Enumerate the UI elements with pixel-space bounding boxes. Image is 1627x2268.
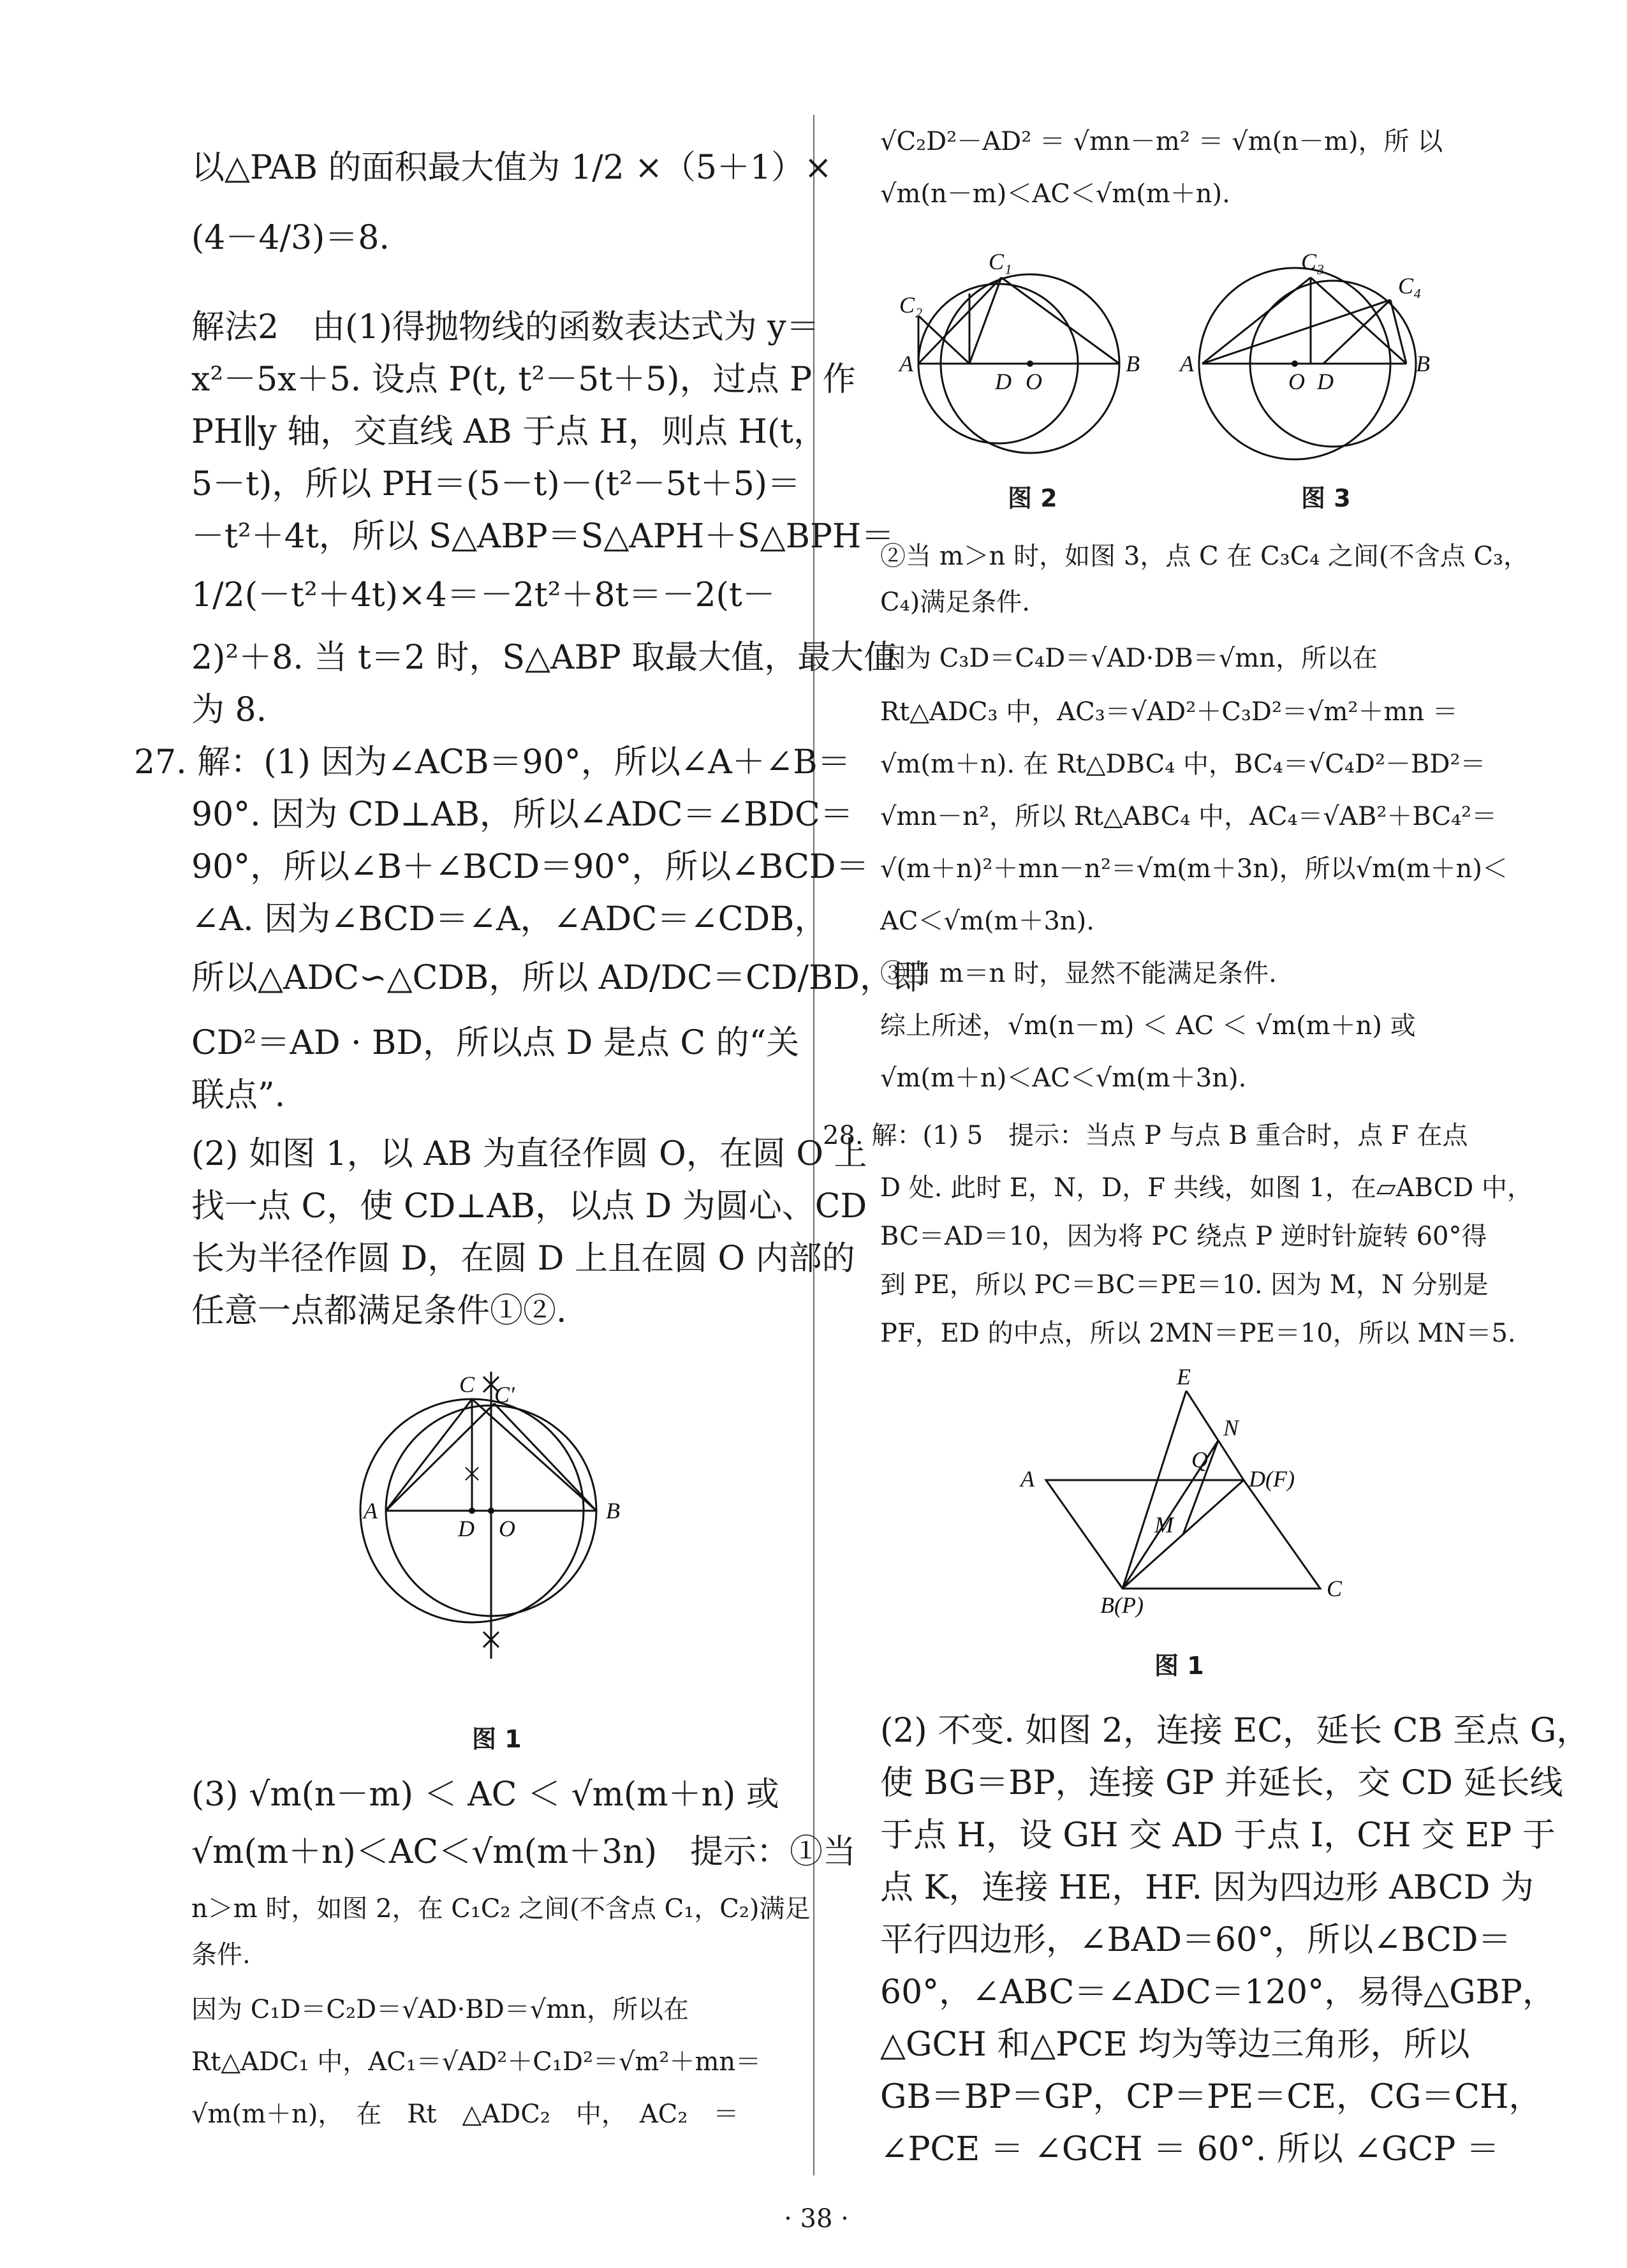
label-N: N bbox=[1223, 1415, 1239, 1441]
text-line: √m(m＋n). 在 Rt△DBC₄ 中，BC₄＝√C₄D²－BD²＝ bbox=[880, 750, 1486, 779]
text-line: 90°，所以∠B＋∠BCD＝90°，所以∠BCD＝ bbox=[191, 848, 869, 886]
figure-2 bbox=[899, 230, 1167, 459]
text-line: 使 BG＝BP，连接 GP 并延长，交 CD 延长线 bbox=[880, 1764, 1563, 1802]
figure-3 bbox=[1180, 230, 1492, 459]
figure-1-caption-right: 图 1 bbox=[1154, 1652, 1204, 1680]
text-line: 综上所述，√m(n－m) ＜ AC ＜ √m(m＋n) 或 bbox=[880, 1011, 1416, 1041]
text-line: PF，ED 的中点，所以 2MN＝PE＝10，所以 MN＝5. bbox=[880, 1319, 1516, 1348]
label-D: D bbox=[995, 369, 1012, 394]
text-line: √m(m＋n)＜AC＜√m(m＋3n). bbox=[880, 1064, 1247, 1093]
label-C-prime: C′ bbox=[494, 1382, 515, 1407]
text-line: x²－5x＋5. 设点 P(t, t²－5t＋5)，过点 P 作 bbox=[191, 360, 856, 399]
label-M: M bbox=[1154, 1512, 1174, 1538]
text-line: 解法2 由(1)得抛物线的函数表达式为 y＝ bbox=[191, 308, 820, 346]
text-line: ②当 m＞n 时，如图 3，点 C 在 C₃C₄ 之间(不含点 C₃， bbox=[880, 542, 1529, 571]
text-line: CD²＝AD · BD，所以点 D 是点 C 的“关 bbox=[191, 1024, 800, 1062]
text-line: △GCH 和△PCE 均为等边三角形，所以 bbox=[880, 2026, 1470, 2064]
text-line: 点 K，连接 HE，HF. 因为四边形 ABCD 为 bbox=[880, 1869, 1534, 1907]
label-DF: D(F) bbox=[1249, 1466, 1295, 1492]
text-line: C₄)满足条件. bbox=[880, 588, 1030, 617]
label-D: D bbox=[1317, 369, 1334, 394]
label-Q: Q bbox=[1191, 1447, 1208, 1472]
label-B: B bbox=[1126, 351, 1140, 376]
text-line: GB＝BP＝GP，CP＝PE＝CE，CG＝CH， bbox=[880, 2078, 1542, 2116]
text-line: √C₂D²－AD² ＝ √mn－m² ＝ √m(n－m)，所 以 bbox=[880, 127, 1443, 156]
text-line: 于点 H，设 GH 交 AD 于点 I，CH 交 EP 于 bbox=[880, 1816, 1556, 1855]
text-line: 1/2(－t²＋4t)×4＝－2t²＋8t＝－2(t－ bbox=[191, 576, 776, 614]
label-C: C bbox=[459, 1372, 475, 1397]
page-number: · 38 · bbox=[784, 2204, 849, 2234]
text-line: √m(n－m)＜AC＜√m(m＋n). bbox=[880, 179, 1230, 209]
text-line: (2) 如图 1，以 AB 为直径作圆 O，在圆 O 上 bbox=[191, 1135, 867, 1173]
label-A: A bbox=[899, 351, 913, 376]
label-C: C bbox=[1327, 1576, 1343, 1601]
figure-1-caption: 图 1 bbox=[472, 1725, 522, 1753]
text-line: 为 8. bbox=[191, 691, 267, 729]
text-line: ∠A. 因为∠BCD＝∠A，∠ADC＝∠CDB， bbox=[191, 900, 828, 938]
text-line: AC＜√m(m＋3n). bbox=[880, 907, 1094, 936]
text-line: Rt△ADC₁ 中，AC₁＝√AD²＋C₁D²＝√m²＋mn＝ bbox=[191, 2047, 762, 2077]
text-line: 所以△ADC∽△CDB，所以 AD/DC＝CD/BD，即 bbox=[191, 959, 926, 997]
figure-3-caption: 图 3 bbox=[1301, 484, 1351, 512]
label-C2: C₂ bbox=[899, 292, 923, 318]
text-line: (4－4/3)＝8. bbox=[191, 219, 390, 257]
label-E: E bbox=[1177, 1364, 1191, 1390]
text-line: Rt△ADC₃ 中，AC₃＝√AD²＋C₃D²＝√m²＋mn ＝ bbox=[880, 697, 1458, 727]
figure-2-caption: 图 2 bbox=[1008, 484, 1057, 512]
label-O: O bbox=[1026, 369, 1042, 394]
text-line: √m(m＋n)， 在 Rt △ADC₂ 中， AC₂ ＝ bbox=[191, 2100, 739, 2129]
text-line: 长为半径作圆 D，在圆 D 上且在圆 O 内部的 bbox=[191, 1240, 855, 1278]
text-line: 因为 C₃D＝C₄D＝√AD·DB＝√mn，所以在 bbox=[880, 644, 1378, 673]
text-line: 任意一点都满足条件①②. bbox=[191, 1292, 567, 1330]
text-line: 以△PAB 的面积最大值为 1/2 ×（5＋1）× bbox=[191, 149, 832, 187]
text-line: √(m＋n)²＋mn－n²＝√m(m＋3n)，所以√m(m＋n)＜ bbox=[880, 854, 1508, 884]
text-line: ∠PCE ＝ ∠GCH ＝ 60°. 所以 ∠GCP ＝ bbox=[880, 2130, 1499, 2168]
text-line: D 处. 此时 E，N，D，F 共线，如图 1，在▱ABCD 中， bbox=[880, 1173, 1533, 1203]
text-line: (3) √m(n－m) ＜ AC ＜ √m(m＋n) 或 bbox=[191, 1775, 779, 1814]
text-line: 2)²＋8. 当 t＝2 时，S△ABP 取最大值，最大值 bbox=[191, 639, 897, 677]
label-C1: C₁ bbox=[989, 249, 1012, 274]
text-line: BC＝AD＝10，因为将 PC 绕点 P 逆时针旋转 60°得 bbox=[880, 1222, 1487, 1251]
label-BP: B(P) bbox=[1100, 1592, 1144, 1618]
text-line: PH∥y 轴，交直线 AB 于点 H，则点 H(t， bbox=[191, 413, 827, 451]
label-D: D bbox=[458, 1516, 475, 1541]
text-line: 条件. bbox=[191, 1940, 251, 1969]
text-line: √mn－n²，所以 Rt△ABC₄ 中，AC₄＝√AB²＋BC₄²＝ bbox=[880, 802, 1498, 831]
text-line: 60°，∠ABC＝∠ADC＝120°，易得△GBP， bbox=[880, 1973, 1556, 2012]
problem-28-start: 28. 解：(1) 5 提示：当点 P 与点 B 重合时，点 F 在点 bbox=[823, 1121, 1468, 1150]
label-B: B bbox=[606, 1498, 620, 1523]
text-line: 5－t)，所以 PH＝(5－t)－(t²－5t＋5)＝ bbox=[191, 465, 801, 503]
label-A: A bbox=[1180, 351, 1194, 376]
text-line: 到 PE，所以 PC＝BC＝PE＝10. 因为 M，N 分别是 bbox=[880, 1270, 1489, 1300]
text-line: n＞m 时，如图 2，在 C₁C₂ 之间(不含点 C₁，C₂)满足 bbox=[191, 1894, 811, 1923]
figure-parallelogram bbox=[1020, 1364, 1378, 1618]
label-C3: C₃ bbox=[1301, 249, 1325, 274]
label-O: O bbox=[499, 1516, 515, 1541]
text-line: 平行四边形，∠BAD＝60°，所以∠BCD＝ bbox=[880, 1921, 1512, 1959]
label-A: A bbox=[364, 1498, 378, 1523]
text-line: 联点”. bbox=[191, 1076, 286, 1115]
problem-27-start: 27. 解：(1) 因为∠ACB＝90°，所以∠A＋∠B＝ bbox=[134, 743, 851, 782]
text-line: (2) 不变. 如图 2，连接 EC，延长 CB 至点 G， bbox=[880, 1712, 1590, 1750]
text-line: ③当 m＝n 时，显然不能满足条件. bbox=[880, 959, 1277, 988]
text-line: －t²＋4t，所以 S△ABP＝S△APH＋S△BPH＝ bbox=[191, 517, 895, 556]
text-line: √m(m＋n)＜AC＜√m(m＋3n) 提示：①当 bbox=[191, 1833, 857, 1871]
text-line: 因为 C₁D＝C₂D＝√AD·BD＝√mn，所以在 bbox=[191, 1995, 689, 2024]
label-O: O bbox=[1288, 369, 1305, 394]
figure-1-circles bbox=[351, 1365, 682, 1684]
text-line: 90°. 因为 CD⊥AB，所以∠ADC＝∠BDC＝ bbox=[191, 796, 853, 834]
label-A: A bbox=[1020, 1466, 1034, 1492]
text-line: 找一点 C，使 CD⊥AB，以点 D 为圆心、CD bbox=[191, 1187, 867, 1226]
label-B: B bbox=[1416, 351, 1430, 376]
label-C4: C₄ bbox=[1398, 273, 1422, 299]
